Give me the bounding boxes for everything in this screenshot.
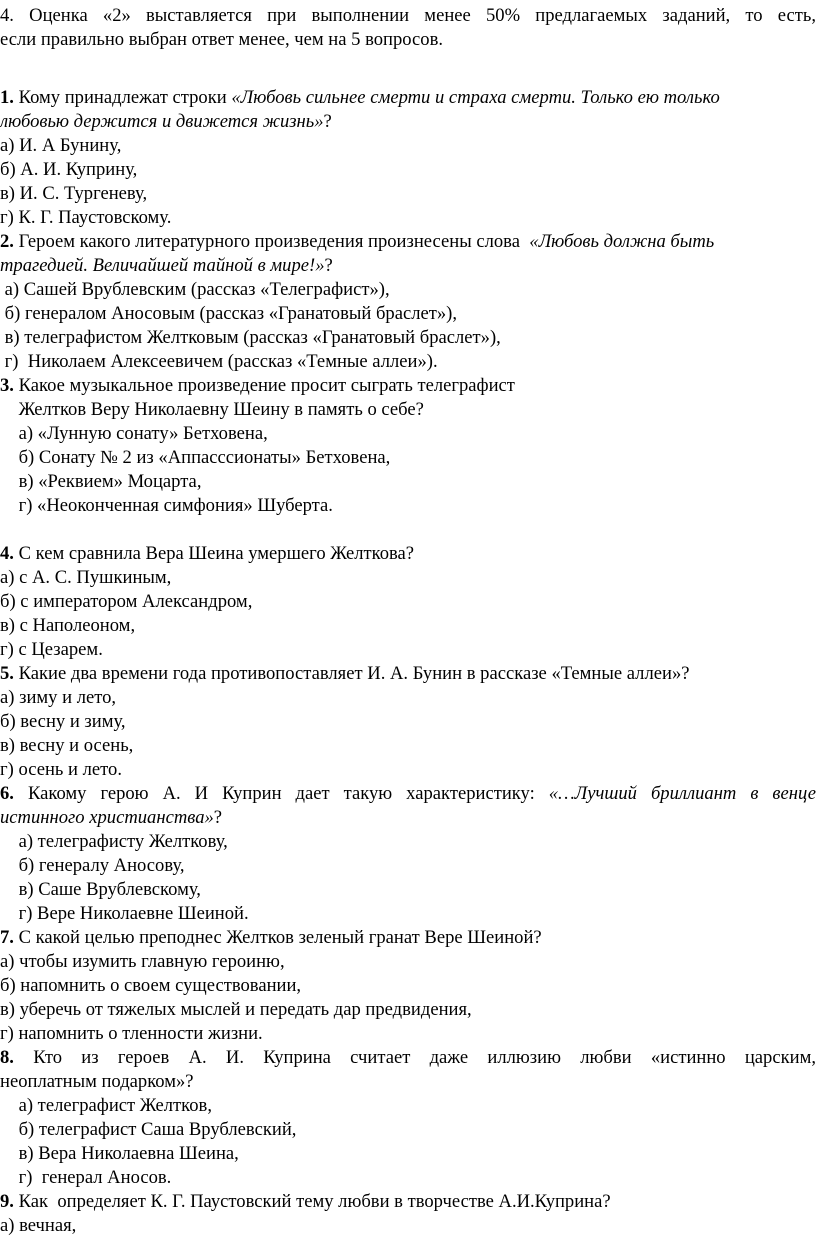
question-5 bbox=[0, 662, 816, 686]
answer-option: г) генерал Аносов. bbox=[0, 1167, 172, 1188]
answer-option: а) с А. С. Пушкиным, bbox=[0, 567, 172, 588]
answer-option: г) напомнить о тленности жизни. bbox=[0, 1023, 263, 1044]
answer-option: г) осень и лето. bbox=[0, 759, 122, 780]
answer-option: г) с Цезарем. bbox=[0, 639, 103, 660]
answer-option: б) Сонату № 2 из «Аппасссионаты» Бетховена, bbox=[0, 447, 391, 468]
answer-option: г) К. Г. Паустовскому. bbox=[0, 207, 172, 228]
question-number: 1. bbox=[0, 87, 14, 108]
answer-option: в) телеграфистом Желтковым (рассказ «Гранатовый браслет»), bbox=[0, 327, 501, 348]
question-7 bbox=[0, 926, 816, 950]
answer-option: в) Вера Николаевна Шеина, bbox=[0, 1143, 239, 1164]
question-quote: «…Лучший бриллиант в венце bbox=[548, 783, 816, 804]
question-number: 9. bbox=[0, 1191, 14, 1212]
answer-option: в) Саше Врублевскому, bbox=[0, 879, 201, 900]
question-9 bbox=[0, 1190, 816, 1214]
answer-option: в) с Наполеоном, bbox=[0, 615, 136, 636]
question-8 bbox=[0, 1046, 816, 1070]
answer-option: а) Сашей Врублевским (рассказ «Телеграфист»), bbox=[0, 279, 390, 300]
question-number: 8. bbox=[0, 1047, 14, 1068]
answer-option: а) зиму и лето, bbox=[0, 687, 117, 708]
answer-option: б) с императором Александром, bbox=[0, 591, 253, 612]
question-1-cont bbox=[0, 110, 816, 134]
question-1 bbox=[0, 86, 816, 110]
question-8-cont: неоплатным подарком»? bbox=[0, 1071, 194, 1092]
question-number: 6. bbox=[0, 783, 14, 804]
answer-option: б) телеграфист Саша Врублевский, bbox=[0, 1119, 297, 1140]
answer-option: в) уберечь от тяжелых мыслей и передать дар предвидения, bbox=[0, 999, 472, 1020]
answer-option: а) вечная, bbox=[0, 1215, 77, 1236]
answer-option: г) Николаем Алексеевичем (рассказ «Темные аллеи»). bbox=[0, 351, 438, 372]
answer-option: в) «Реквием» Моцарта, bbox=[0, 471, 202, 492]
question-text: Героем какого литературного произведения произнесены слова bbox=[13, 231, 530, 252]
question-end: ? bbox=[324, 255, 333, 276]
answer-option: б) генералом Аносовым (рассказ «Гранатовый браслет»), bbox=[0, 303, 458, 324]
question-text: Как определяет К. Г. Паустовский тему любви в творчестве А.И.Куприна? bbox=[13, 1191, 611, 1212]
answer-option: в) весну и осень, bbox=[0, 735, 134, 756]
answer-option: б) весну и зиму, bbox=[0, 711, 126, 732]
intro-line-1: 4. Оценка «2» выставляется при выполнении менее 50% предлагаемых заданий, то есть, bbox=[0, 5, 816, 26]
question-text: Какие два времени года противопоставляет И. А. Бунин в рассказе «Темные аллеи»? bbox=[13, 663, 690, 684]
question-2 bbox=[0, 230, 816, 254]
question-3-cont: Желтков Веру Николаевну Шеину в память о себе? bbox=[0, 399, 424, 420]
question-text: Кто из героев А. И. Куприна считает даже иллюзию любви «истинно царским, bbox=[13, 1047, 816, 1068]
question-text: Кому принадлежат строки bbox=[13, 87, 232, 108]
answer-option: а) «Лунную сонату» Бетховена, bbox=[0, 423, 268, 444]
question-text: Какому герою А. И Куприн дает такую характеристику: bbox=[13, 783, 549, 804]
question-number: 5. bbox=[0, 663, 14, 684]
answer-option: а) телеграфисту Желткову, bbox=[0, 831, 228, 852]
answer-option: а) чтобы изумить главную героиню, bbox=[0, 951, 285, 972]
question-2-cont bbox=[0, 254, 816, 278]
question-quote: любовью держится и движется жизнь» bbox=[0, 111, 324, 132]
question-quote: «Любовь сильнее смерти и страха смерти. Только ею только bbox=[231, 87, 720, 108]
question-number: 2. bbox=[0, 231, 14, 252]
answer-option: б) напомнить о своем существовании, bbox=[0, 975, 302, 996]
question-number: 7. bbox=[0, 927, 14, 948]
answer-option: г) «Неоконченная симфония» Шуберта. bbox=[0, 495, 333, 516]
answer-option: г) Вере Николаевне Шеиной. bbox=[0, 903, 249, 924]
answer-option: б) А. И. Куприну, bbox=[0, 159, 138, 180]
question-3 bbox=[0, 374, 816, 398]
question-4 bbox=[0, 542, 816, 566]
question-quote: истинного христианства» bbox=[0, 807, 214, 828]
answer-option: а) телеграфист Желтков, bbox=[0, 1095, 212, 1116]
question-text: С какой целью преподнес Желтков зеленый гранат Вере Шеиной? bbox=[13, 927, 542, 948]
question-6 bbox=[0, 782, 816, 806]
question-end: ? bbox=[213, 807, 223, 828]
question-end: ? bbox=[323, 111, 332, 132]
question-number: 4. bbox=[0, 543, 14, 564]
answer-option: а) И. А Бунину, bbox=[0, 135, 122, 156]
question-6-cont bbox=[0, 806, 816, 830]
question-number: 3. bbox=[0, 375, 14, 396]
question-text: С кем сравнила Вера Шеина умершего Желткова? bbox=[13, 543, 415, 564]
answer-option: б) генералу Аносову, bbox=[0, 855, 185, 876]
question-text: Какое музыкальное произведение просит сыграть телеграфист bbox=[13, 375, 515, 396]
question-quote: «Любовь должна быть bbox=[529, 231, 715, 252]
answer-option: в) И. С. Тургеневу, bbox=[0, 183, 148, 204]
question-quote: трагедией. Величайшей тайной в мире!» bbox=[0, 255, 325, 276]
intro-line-2: если правильно выбран ответ менее, чем на 5 вопросов. bbox=[0, 29, 444, 50]
